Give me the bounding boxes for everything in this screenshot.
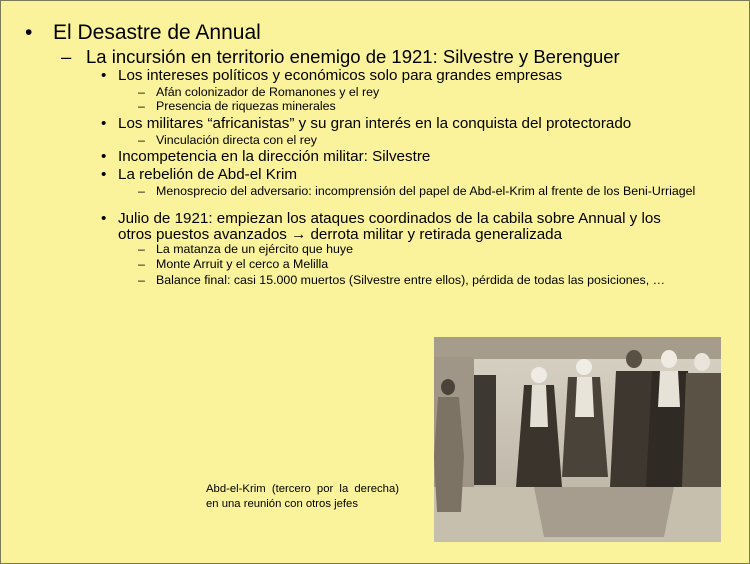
bullet-dot: • bbox=[101, 115, 107, 132]
sub-bullet-text: Presencia de riquezas minerales bbox=[156, 99, 336, 113]
outline-level2-item bbox=[61, 46, 620, 67]
ground-shadow bbox=[534, 487, 674, 537]
bullet-text: Los militares “africanistas” y su gran interés en la conquista del protectorado bbox=[118, 115, 632, 132]
bullet-dot: • bbox=[25, 21, 33, 44]
sub-bullet-item bbox=[138, 274, 698, 286]
subtitle-text: La incursión en territorio enemigo de 1921: Silvestre y Berenguer bbox=[86, 46, 620, 67]
historical-photo bbox=[434, 337, 721, 542]
sub-bullet-text: La matanza de un ejército que huye bbox=[156, 242, 354, 256]
photo-caption: Abd-el-Krim (tercero por la derecha) en una reunión con otros jefes bbox=[206, 483, 399, 510]
sub-bullet-text: Vinculación directa con el rey bbox=[156, 133, 317, 147]
roof-edge bbox=[434, 337, 721, 359]
bullet-dash: – bbox=[138, 133, 145, 147]
bullet-item bbox=[101, 211, 691, 243]
outline-level1-item bbox=[25, 21, 261, 45]
bullet-dot: • bbox=[101, 148, 107, 165]
bullet-dot: • bbox=[101, 67, 107, 84]
bullet-dash: – bbox=[61, 46, 72, 67]
bullet-dash: – bbox=[138, 242, 145, 256]
sub-bullet-item bbox=[138, 86, 698, 98]
bullet-item bbox=[101, 116, 691, 132]
sub-bullet-item bbox=[138, 258, 698, 270]
robed-figure bbox=[682, 353, 721, 487]
bullet-item bbox=[101, 167, 691, 183]
bullet-text: Julio de 1921: empiezan los ataques coordinados de la cabila sobre Annual y los otros puestos avanzados → derrota militar y retirada generalizada bbox=[118, 210, 661, 243]
sub-bullet-text: Menosprecio del adversario: incomprensión del papel de Abd-el-Krim al frente de los Beni-Urriagel bbox=[156, 184, 696, 198]
slide-title: El Desastre de Annual bbox=[53, 21, 261, 44]
bullet-dot: • bbox=[101, 166, 107, 183]
bullet-text: Incompetencia en la dirección militar: Silvestre bbox=[118, 148, 431, 165]
group-photo-illustration bbox=[434, 337, 721, 542]
bullet-dash: – bbox=[138, 99, 145, 113]
bullet-text: La rebelión de Abd-el Krim bbox=[118, 166, 297, 183]
bullet-dash: – bbox=[138, 273, 145, 287]
bullet-item bbox=[101, 68, 691, 84]
sub-bullet-item bbox=[138, 134, 698, 146]
bullet-text: Los intereses políticos y económicos solo para grandes empresas bbox=[118, 67, 563, 84]
bullet-dash: – bbox=[138, 184, 145, 198]
sub-bullet-item bbox=[138, 185, 698, 197]
sub-bullet-text: Monte Arruit y el cerco a Melilla bbox=[156, 257, 329, 271]
bullet-dash: – bbox=[138, 257, 145, 271]
bullet-dash: – bbox=[138, 85, 145, 99]
sub-bullet-text: Balance final: casi 15.000 muertos (Silvestre entre ellos), pérdida de todas las posiciones, … bbox=[156, 273, 665, 287]
bullet-dot: • bbox=[101, 210, 107, 227]
sub-bullet-item bbox=[138, 243, 698, 255]
sub-bullet-item bbox=[138, 100, 698, 112]
bullet-item bbox=[101, 149, 691, 165]
doorway bbox=[474, 375, 496, 485]
sub-bullet-text: Afán colonizador de Romanones y el rey bbox=[156, 85, 380, 99]
